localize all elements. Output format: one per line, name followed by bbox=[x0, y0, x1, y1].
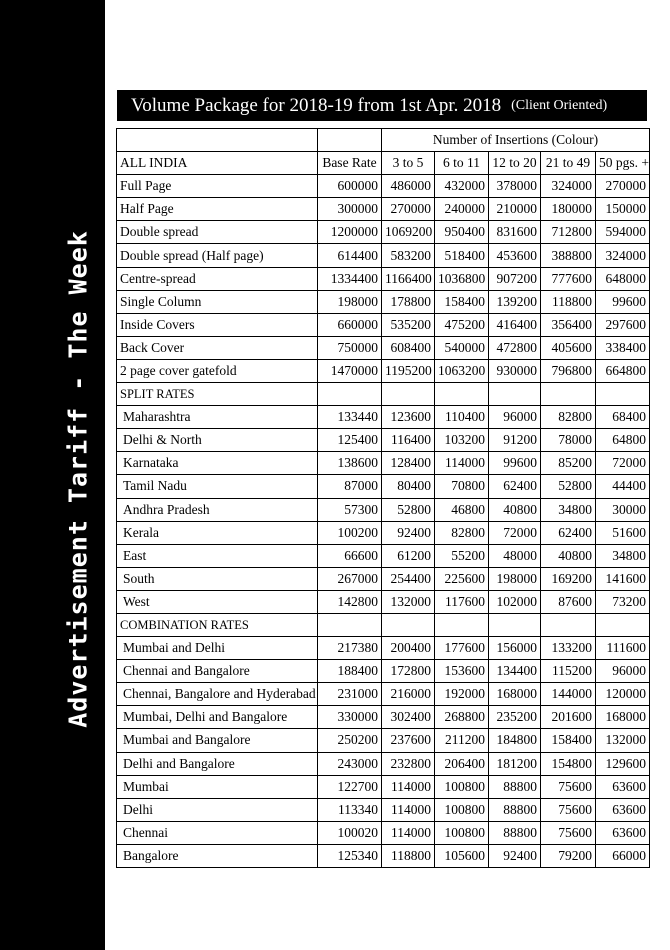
empty-cell bbox=[435, 383, 489, 406]
rate-cell: 181200 bbox=[489, 752, 541, 775]
table-row bbox=[117, 798, 650, 821]
empty-cell bbox=[318, 613, 382, 636]
rate-cell: 600000 bbox=[318, 175, 382, 198]
rate-cell: 88800 bbox=[489, 798, 541, 821]
rate-cell: 61200 bbox=[382, 544, 435, 567]
rate-cell: 831600 bbox=[489, 221, 541, 244]
column-header-row bbox=[117, 152, 650, 175]
rate-cell: 139200 bbox=[489, 290, 541, 313]
split-rates-section-row bbox=[117, 383, 650, 406]
row-label: Tamil Nadu bbox=[117, 475, 318, 498]
rate-cell: 87000 bbox=[318, 475, 382, 498]
rate-cell: 125340 bbox=[318, 844, 382, 867]
rate-cell: 62400 bbox=[489, 475, 541, 498]
row-label: South bbox=[117, 567, 318, 590]
rate-cell: 57300 bbox=[318, 498, 382, 521]
rate-cell: 52800 bbox=[382, 498, 435, 521]
rate-cell: 134400 bbox=[489, 660, 541, 683]
rate-cell: 217380 bbox=[318, 637, 382, 660]
row-label: Delhi & North bbox=[117, 429, 318, 452]
table-row bbox=[117, 359, 650, 382]
combination-rates-section-row bbox=[117, 613, 650, 636]
row-label: Maharashtra bbox=[117, 406, 318, 429]
rate-cell: 453600 bbox=[489, 244, 541, 267]
rate-cell: 132000 bbox=[382, 590, 435, 613]
rate-cell: 472800 bbox=[489, 336, 541, 359]
row-label: Bangalore bbox=[117, 844, 318, 867]
rate-cell: 180000 bbox=[541, 198, 596, 221]
rate-cell: 240000 bbox=[435, 198, 489, 221]
table-row bbox=[117, 336, 650, 359]
row-label: Back Cover bbox=[117, 336, 318, 359]
rate-cell: 100800 bbox=[435, 821, 489, 844]
row-label: Chennai, Bangalore and Hyderabad bbox=[117, 683, 318, 706]
rate-cell: 114000 bbox=[382, 821, 435, 844]
rate-cell: 63600 bbox=[596, 775, 650, 798]
rate-cell: 237600 bbox=[382, 729, 435, 752]
rate-cell: 192000 bbox=[435, 683, 489, 706]
rate-cell: 267000 bbox=[318, 567, 382, 590]
rate-cell: 99600 bbox=[489, 452, 541, 475]
rate-cell: 116400 bbox=[382, 429, 435, 452]
rate-cell: 46800 bbox=[435, 498, 489, 521]
rate-cell: 91200 bbox=[489, 429, 541, 452]
rate-cell: 211200 bbox=[435, 729, 489, 752]
table-row bbox=[117, 775, 650, 798]
rate-cell: 40800 bbox=[489, 498, 541, 521]
rate-cell: 178800 bbox=[382, 290, 435, 313]
rate-cell: 55200 bbox=[435, 544, 489, 567]
rate-cell: 169200 bbox=[541, 567, 596, 590]
rate-cell: 96000 bbox=[596, 660, 650, 683]
rate-cell: 475200 bbox=[435, 313, 489, 336]
insertions-header: Number of Insertions (Colour) bbox=[382, 129, 650, 152]
rate-cell: 110400 bbox=[435, 406, 489, 429]
table-row bbox=[117, 660, 650, 683]
rate-cell: 62400 bbox=[541, 521, 596, 544]
table-row bbox=[117, 475, 650, 498]
rate-cell: 100200 bbox=[318, 521, 382, 544]
rate-cell: 52800 bbox=[541, 475, 596, 498]
rate-cell: 34800 bbox=[596, 544, 650, 567]
banner-title: Volume Package for 2018-19 from 1st Apr. 2018 bbox=[131, 94, 502, 116]
row-label: Delhi and Bangalore bbox=[117, 752, 318, 775]
table-row bbox=[117, 452, 650, 475]
table-row bbox=[117, 175, 650, 198]
rate-cell: 200400 bbox=[382, 637, 435, 660]
rate-cell: 153600 bbox=[435, 660, 489, 683]
rate-cell: 1036800 bbox=[435, 267, 489, 290]
rate-cell: 48000 bbox=[489, 544, 541, 567]
rate-cell: 82800 bbox=[435, 521, 489, 544]
rate-cell: 232800 bbox=[382, 752, 435, 775]
rate-cell: 115200 bbox=[541, 660, 596, 683]
rate-cell: 117600 bbox=[435, 590, 489, 613]
empty-cell bbox=[541, 613, 596, 636]
rate-cell: 1069200 bbox=[382, 221, 435, 244]
column-header: 12 to 20 bbox=[489, 152, 541, 175]
rate-cell: 114000 bbox=[382, 798, 435, 821]
rate-cell: 125400 bbox=[318, 429, 382, 452]
rate-cell: 103200 bbox=[435, 429, 489, 452]
row-label: Inside Covers bbox=[117, 313, 318, 336]
rate-cell: 324000 bbox=[596, 244, 650, 267]
rate-cell: 198000 bbox=[489, 567, 541, 590]
empty-cell bbox=[596, 383, 650, 406]
table-row bbox=[117, 406, 650, 429]
row-label: Half Page bbox=[117, 198, 318, 221]
rate-cell: 100800 bbox=[435, 798, 489, 821]
rate-cell: 405600 bbox=[541, 336, 596, 359]
empty-cell bbox=[489, 383, 541, 406]
rate-cell: 777600 bbox=[541, 267, 596, 290]
rate-cell: 712800 bbox=[541, 221, 596, 244]
tariff-table bbox=[116, 128, 650, 868]
rate-cell: 80400 bbox=[382, 475, 435, 498]
rate-cell: 1195200 bbox=[382, 359, 435, 382]
column-header: 6 to 11 bbox=[435, 152, 489, 175]
rate-cell: 518400 bbox=[435, 244, 489, 267]
table-row bbox=[117, 567, 650, 590]
rate-cell: 330000 bbox=[318, 706, 382, 729]
rate-cell: 144000 bbox=[541, 683, 596, 706]
table-row bbox=[117, 498, 650, 521]
column-header: 3 to 5 bbox=[382, 152, 435, 175]
rate-cell: 950400 bbox=[435, 221, 489, 244]
table-row bbox=[117, 590, 650, 613]
rate-cell: 88800 bbox=[489, 821, 541, 844]
rate-cell: 268800 bbox=[435, 706, 489, 729]
table-row bbox=[117, 267, 650, 290]
rate-cell: 114000 bbox=[382, 775, 435, 798]
table-row bbox=[117, 429, 650, 452]
rate-cell: 63600 bbox=[596, 821, 650, 844]
row-label: Delhi bbox=[117, 798, 318, 821]
rate-cell: 158400 bbox=[541, 729, 596, 752]
rate-cell: 63600 bbox=[596, 798, 650, 821]
rate-cell: 201600 bbox=[541, 706, 596, 729]
combination-rates-section-label: COMBINATION RATES bbox=[117, 613, 318, 636]
rate-cell: 216000 bbox=[382, 683, 435, 706]
rate-cell: 188400 bbox=[318, 660, 382, 683]
rate-cell: 85200 bbox=[541, 452, 596, 475]
rate-cell: 142800 bbox=[318, 590, 382, 613]
column-header: Base Rate bbox=[318, 152, 382, 175]
rate-cell: 99600 bbox=[596, 290, 650, 313]
rate-cell: 1166400 bbox=[382, 267, 435, 290]
rate-cell: 486000 bbox=[382, 175, 435, 198]
table-row bbox=[117, 637, 650, 660]
rate-cell: 70800 bbox=[435, 475, 489, 498]
empty-cell bbox=[596, 613, 650, 636]
sidebar bbox=[0, 0, 105, 950]
rate-cell: 141600 bbox=[596, 567, 650, 590]
rate-cell: 796800 bbox=[541, 359, 596, 382]
rate-cell: 206400 bbox=[435, 752, 489, 775]
table-row bbox=[117, 244, 650, 267]
row-label: Mumbai bbox=[117, 775, 318, 798]
empty-cell bbox=[541, 383, 596, 406]
rate-cell: 92400 bbox=[382, 521, 435, 544]
table-row bbox=[117, 683, 650, 706]
rate-cell: 120000 bbox=[596, 683, 650, 706]
rate-cell: 105600 bbox=[435, 844, 489, 867]
rate-cell: 535200 bbox=[382, 313, 435, 336]
column-header: ALL INDIA bbox=[117, 152, 318, 175]
rate-cell: 1334400 bbox=[318, 267, 382, 290]
rate-cell: 250200 bbox=[318, 729, 382, 752]
row-label: Double spread (Half page) bbox=[117, 244, 318, 267]
rate-cell: 79200 bbox=[541, 844, 596, 867]
rate-cell: 168000 bbox=[596, 706, 650, 729]
rate-cell: 88800 bbox=[489, 775, 541, 798]
rate-cell: 113340 bbox=[318, 798, 382, 821]
table-row bbox=[117, 821, 650, 844]
rate-cell: 102000 bbox=[489, 590, 541, 613]
rate-cell: 270000 bbox=[596, 175, 650, 198]
rate-cell: 168000 bbox=[489, 683, 541, 706]
banner-subtitle: (Client Oriented) bbox=[511, 97, 608, 113]
rate-cell: 172800 bbox=[382, 660, 435, 683]
rate-cell: 111600 bbox=[596, 637, 650, 660]
split-rates-section-label: SPLIT RATES bbox=[117, 383, 318, 406]
rate-cell: 72000 bbox=[489, 521, 541, 544]
rate-cell: 66600 bbox=[318, 544, 382, 567]
rate-cell: 34800 bbox=[541, 498, 596, 521]
row-label: Single Column bbox=[117, 290, 318, 313]
rate-cell: 133200 bbox=[541, 637, 596, 660]
tariff-table-body bbox=[117, 129, 650, 868]
rate-cell: 156000 bbox=[489, 637, 541, 660]
rate-cell: 154800 bbox=[541, 752, 596, 775]
rate-cell: 930000 bbox=[489, 359, 541, 382]
row-label: Chennai bbox=[117, 821, 318, 844]
row-label: 2 page cover gatefold bbox=[117, 359, 318, 382]
rate-cell: 608400 bbox=[382, 336, 435, 359]
row-label: Full Page bbox=[117, 175, 318, 198]
row-label: Mumbai, Delhi and Bangalore bbox=[117, 706, 318, 729]
table-row bbox=[117, 844, 650, 867]
rate-cell: 75600 bbox=[541, 821, 596, 844]
empty-cell bbox=[382, 383, 435, 406]
rate-cell: 243000 bbox=[318, 752, 382, 775]
rate-cell: 356400 bbox=[541, 313, 596, 336]
rate-cell: 150000 bbox=[596, 198, 650, 221]
empty-cell bbox=[435, 613, 489, 636]
rate-cell: 158400 bbox=[435, 290, 489, 313]
rate-cell: 72000 bbox=[596, 452, 650, 475]
rate-cell: 1470000 bbox=[318, 359, 382, 382]
rate-cell: 114000 bbox=[435, 452, 489, 475]
row-label: Kerala bbox=[117, 521, 318, 544]
rate-cell: 75600 bbox=[541, 798, 596, 821]
rate-cell: 432000 bbox=[435, 175, 489, 198]
sidebar-title: Advertisement Tariff - The Week bbox=[63, 230, 93, 728]
rate-cell: 231000 bbox=[318, 683, 382, 706]
rate-cell: 100020 bbox=[318, 821, 382, 844]
rate-cell: 78000 bbox=[541, 429, 596, 452]
table-row bbox=[117, 729, 650, 752]
table-row bbox=[117, 544, 650, 567]
rate-cell: 64800 bbox=[596, 429, 650, 452]
rate-cell: 184800 bbox=[489, 729, 541, 752]
table-row bbox=[117, 221, 650, 244]
page-banner bbox=[117, 90, 647, 121]
rate-cell: 96000 bbox=[489, 406, 541, 429]
table-row bbox=[117, 198, 650, 221]
rate-cell: 198000 bbox=[318, 290, 382, 313]
row-label: West bbox=[117, 590, 318, 613]
rate-cell: 750000 bbox=[318, 336, 382, 359]
rate-cell: 660000 bbox=[318, 313, 382, 336]
header-blank-cell bbox=[117, 129, 318, 152]
rate-cell: 235200 bbox=[489, 706, 541, 729]
rate-cell: 297600 bbox=[596, 313, 650, 336]
rate-cell: 300000 bbox=[318, 198, 382, 221]
rate-cell: 302400 bbox=[382, 706, 435, 729]
rate-cell: 92400 bbox=[489, 844, 541, 867]
rate-cell: 100800 bbox=[435, 775, 489, 798]
rate-cell: 416400 bbox=[489, 313, 541, 336]
rate-cell: 254400 bbox=[382, 567, 435, 590]
rate-cell: 540000 bbox=[435, 336, 489, 359]
rate-cell: 324000 bbox=[541, 175, 596, 198]
rate-cell: 128400 bbox=[382, 452, 435, 475]
rate-cell: 129600 bbox=[596, 752, 650, 775]
rate-cell: 648000 bbox=[596, 267, 650, 290]
empty-cell bbox=[382, 613, 435, 636]
row-label: Chennai and Bangalore bbox=[117, 660, 318, 683]
table-row bbox=[117, 752, 650, 775]
rate-cell: 118800 bbox=[541, 290, 596, 313]
rate-cell: 133440 bbox=[318, 406, 382, 429]
rate-cell: 594000 bbox=[596, 221, 650, 244]
row-label: Andhra Pradesh bbox=[117, 498, 318, 521]
rate-cell: 907200 bbox=[489, 267, 541, 290]
rate-cell: 73200 bbox=[596, 590, 650, 613]
row-label: Centre-spread bbox=[117, 267, 318, 290]
rate-cell: 123600 bbox=[382, 406, 435, 429]
rate-cell: 338400 bbox=[596, 336, 650, 359]
rate-cell: 270000 bbox=[382, 198, 435, 221]
row-label: Double spread bbox=[117, 221, 318, 244]
rate-cell: 82800 bbox=[541, 406, 596, 429]
rate-cell: 225600 bbox=[435, 567, 489, 590]
rate-cell: 664800 bbox=[596, 359, 650, 382]
rate-cell: 177600 bbox=[435, 637, 489, 660]
row-label: Karnataka bbox=[117, 452, 318, 475]
rate-cell: 122700 bbox=[318, 775, 382, 798]
rate-cell: 44400 bbox=[596, 475, 650, 498]
header-blank-cell bbox=[318, 129, 382, 152]
rate-cell: 210000 bbox=[489, 198, 541, 221]
table-row bbox=[117, 706, 650, 729]
rate-cell: 132000 bbox=[596, 729, 650, 752]
rate-cell: 1200000 bbox=[318, 221, 382, 244]
column-header: 21 to 49 bbox=[541, 152, 596, 175]
rate-cell: 30000 bbox=[596, 498, 650, 521]
rate-cell: 68400 bbox=[596, 406, 650, 429]
table-row bbox=[117, 521, 650, 544]
row-label: East bbox=[117, 544, 318, 567]
column-header: 50 pgs. + bbox=[596, 152, 650, 175]
row-label: Mumbai and Bangalore bbox=[117, 729, 318, 752]
rate-cell: 51600 bbox=[596, 521, 650, 544]
rate-cell: 388800 bbox=[541, 244, 596, 267]
rate-cell: 1063200 bbox=[435, 359, 489, 382]
rate-cell: 66000 bbox=[596, 844, 650, 867]
rate-cell: 75600 bbox=[541, 775, 596, 798]
table-row bbox=[117, 290, 650, 313]
row-label: Mumbai and Delhi bbox=[117, 637, 318, 660]
empty-cell bbox=[318, 383, 382, 406]
rate-cell: 583200 bbox=[382, 244, 435, 267]
rate-cell: 138600 bbox=[318, 452, 382, 475]
rate-cell: 87600 bbox=[541, 590, 596, 613]
table-row bbox=[117, 313, 650, 336]
rate-cell: 614400 bbox=[318, 244, 382, 267]
empty-cell bbox=[489, 613, 541, 636]
rate-cell: 378000 bbox=[489, 175, 541, 198]
rate-cell: 118800 bbox=[382, 844, 435, 867]
rate-cell: 40800 bbox=[541, 544, 596, 567]
insertions-header-row bbox=[117, 129, 650, 152]
